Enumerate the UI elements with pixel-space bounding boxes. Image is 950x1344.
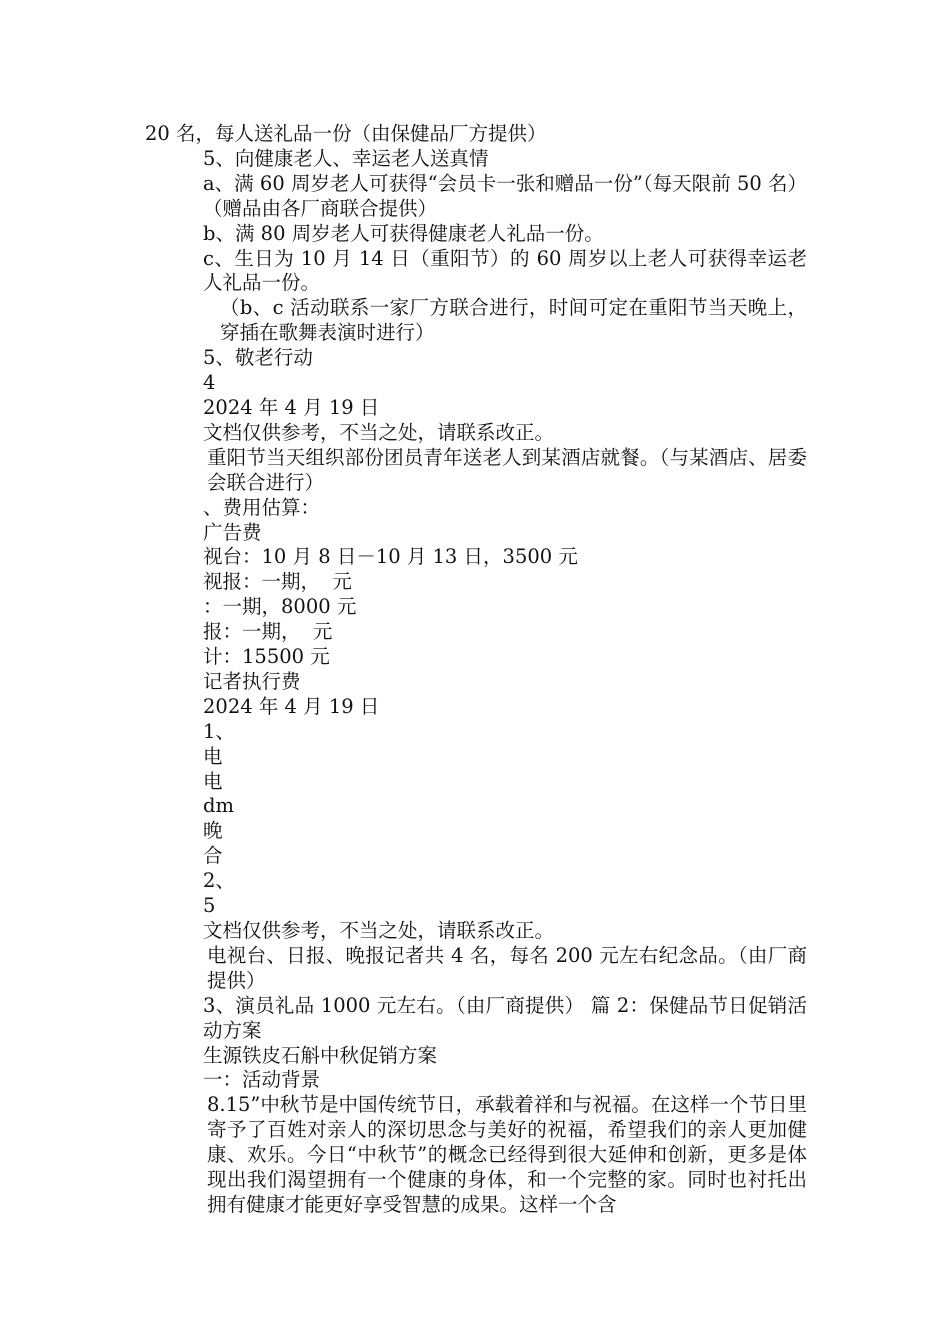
paragraph: 文档仅供参考，不当之处，请联系改正。 xyxy=(203,919,555,942)
paragraph: 20 名，每人送礼品一份（由保健品厂方提供） xyxy=(145,122,547,145)
paragraph: 5、向健康老人、幸运老人送真情 xyxy=(203,146,489,170)
paragraph: 2024 年 4 月 19 日 xyxy=(203,395,380,419)
paragraph: 8.15”中秋节是中国传统节日，承载着祥和与祝福。在这样一个节日里寄予了百姓对亲人的深切思念与美好的祝福，希望我们的亲人更加健康、欢乐。今日“中秋节”的概念已经得到很大延伸和创新，更多是体现出我们渴望拥有一个健康的身体，和一个完整的家。同时也衬托出拥有健康才能更好享受智慧的成果。这样一个含 xyxy=(207,1093,807,1216)
paragraph: 视报：一期， 元 xyxy=(203,570,352,594)
paragraph: 电视台、日报、晚报记者共 4 名，每名 200 元左右纪念品。（由厂商提供） xyxy=(207,943,807,992)
paragraph: 计：15500 元 xyxy=(203,645,330,669)
paragraph: 记者执行费 xyxy=(203,669,301,693)
paragraph: 合 xyxy=(203,844,223,868)
paragraph: 报：一期， 元 xyxy=(203,620,333,644)
paragraph: b、满 80 周岁老人可获得健康老人礼品一份。 xyxy=(203,221,604,245)
paragraph: 5 xyxy=(203,894,216,918)
paragraph: 电 xyxy=(203,744,223,768)
paragraph: 生源铁皮石斛中秋促销方案 xyxy=(203,1043,438,1067)
paragraph: a、满 60 周岁老人可获得“会员卡一张和赠品一份”（每天限前 50 名）（赠品由各厂商联合提供） xyxy=(203,171,807,220)
paragraph: 2024 年 4 月 19 日 xyxy=(203,694,380,718)
paragraph: dm xyxy=(203,794,234,818)
paragraph: ：一期，8000 元 xyxy=(203,595,357,619)
paragraph: 电 xyxy=(203,769,223,793)
document-body xyxy=(145,122,807,1218)
paragraph: 1、 xyxy=(203,719,235,743)
paragraph: 晚 xyxy=(203,819,223,843)
paragraph: （b、c 活动联系一家厂方联合进行，时间可定在重阳节当天晚上，穿插在歌舞表演时进行） xyxy=(220,296,807,345)
paragraph: 2、 xyxy=(203,869,235,893)
paragraph: 3、演员礼品 1000 元左右。（由厂商提供） 篇 2：保健品节日促销活动方案 xyxy=(203,993,807,1042)
paragraph: 、费用估算： xyxy=(203,495,321,519)
paragraph: 文档仅供参考，不当之处，请联系改正。 xyxy=(203,420,555,444)
paragraph: c、生日为 10 月 14 日（重阳节）的 60 周岁以上老人可获得幸运老人礼品一份。 xyxy=(203,246,807,295)
paragraph: 重阳节当天组织部份团员青年送老人到某酒店就餐。（与某酒店、居委会联合进行） xyxy=(207,445,807,494)
paragraph: 广告费 xyxy=(203,520,262,544)
paragraph: 一：活动背景 xyxy=(203,1068,321,1092)
paragraph: 视台：10 月 8 日－10 月 13 日，3500 元 xyxy=(203,545,578,569)
paragraph: 5、敬老行动 xyxy=(203,346,313,370)
paragraph: 4 xyxy=(203,371,216,395)
